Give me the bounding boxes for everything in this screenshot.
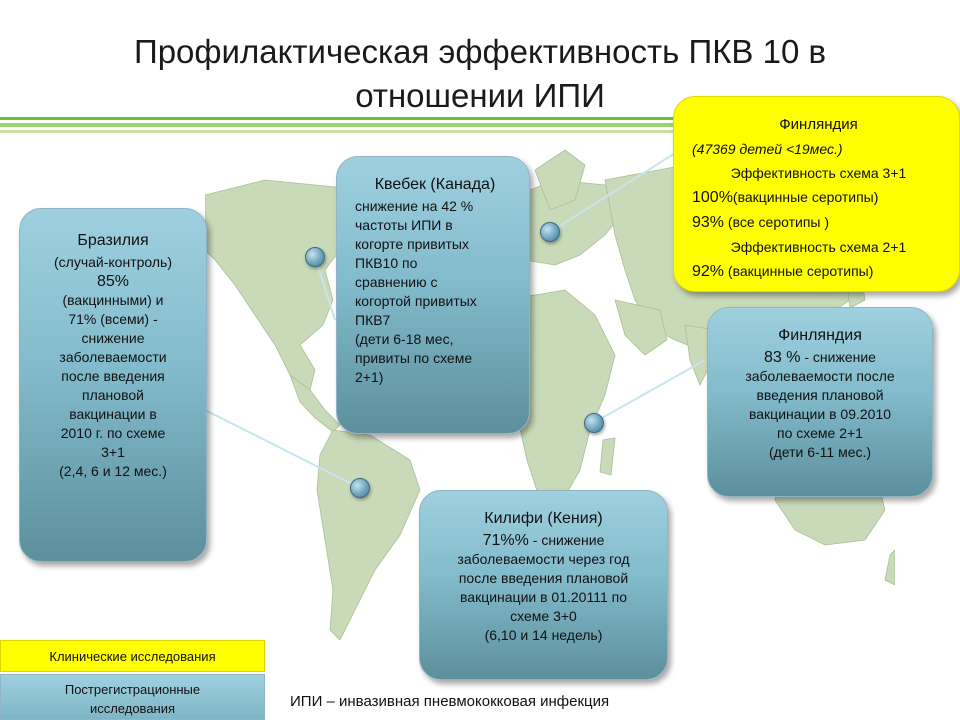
callout-brazil-line: 2010 г. по схеме [60,425,166,441]
callout-kenya-line: схеме 3+0 [510,608,577,624]
callout-kenya-line: заболеваемости через год [457,551,630,567]
callout-kenya [419,490,668,680]
map-marker-brazil [350,478,370,498]
callout-brazil-line: 71% (всеми) - [68,311,158,327]
callout-kenya-result [430,531,657,550]
callout-finland-clinical [673,96,960,292]
callout-finland-scheme-2plus1: Эффективность схема 2+1 [730,239,907,255]
legend-clinical-studies: Клинические исследования [0,640,265,672]
slide-title-line-2: отношении ИПИ [355,77,605,114]
footnote: ИПИ – инвазивная пневмококковая инфекция [290,693,610,710]
callout-kenya-line: (6,10 и 14 недель) [484,627,603,643]
result-text: (все серотипы ) [724,214,830,230]
callout-quebec-line: (дети 6-18 мес, [355,331,454,347]
callout-finland-post-line: заболеваемости после [745,368,895,384]
callout-brazil-line: 85% [96,273,130,290]
callout-quebec-line: снижение на 42 % [355,198,474,214]
callout-quebec-line: когорте привитых [355,236,469,252]
callout-brazil-line: снижение [81,330,145,346]
callout-finland-cohort: (47369 детей <19мес.) [692,141,843,157]
callout-finland-post-title: Финляндия [778,327,862,344]
result-text: - снижение [528,532,605,548]
callout-quebec [336,156,530,434]
callout-finland-result-1 [692,185,945,210]
result-text: (вакцинные серотипы) [732,189,879,205]
result-text: (вакцинные серотипы) [724,263,874,279]
map-marker-finland [540,222,560,242]
result-text: - снижение [800,349,876,365]
callout-finland-post-line: введения плановой [756,387,884,403]
callout-quebec-line: привиты по схеме [355,350,473,366]
callout-brazil [19,208,207,562]
callout-finland-clinical-title: Финляндия [779,116,858,133]
callout-finland-post-line: (дети 6-11 мес.) [768,444,872,460]
legend-post-line-1: Пострегистрационные [64,682,201,697]
callout-finland-scheme-3plus1: Эффективность схема 3+1 [730,165,907,181]
slide-title-line-1: Профилактическая эффективность ПКВ 10 в [133,33,827,70]
callout-kenya-line: вакцинации в 01.20111 по [460,589,627,605]
callout-kenya-line: после введения плановой [458,570,629,586]
callout-finland-result-3 [692,259,945,284]
callout-brazil-line: после введения [61,368,165,384]
callout-brazil-line: заболеваемости [59,349,167,365]
callout-finland-post-line: вакцинации в 09.2010 [748,406,892,422]
result-percent: 92% [692,263,725,280]
callout-brazil-line: 3+1 [101,444,125,460]
callout-quebec-line: ПКВ7 [355,312,391,328]
map-marker-quebec [305,247,325,267]
callout-kenya-title: Килифи (Кения) [484,510,603,527]
result-percent: 83 % [764,349,801,366]
map-marker-kenya [584,413,604,433]
legend-post-registration-studies [0,674,265,720]
callout-finland-post [707,307,933,497]
callout-quebec-line: когортой привитых [355,293,477,309]
result-percent: 71%% [482,532,529,549]
callout-finland-post-line: по схеме 2+1 [777,425,863,441]
result-percent: 93% [692,214,725,231]
callout-finland-post-result [718,348,922,367]
callout-finland-result-2 [692,210,945,235]
callout-quebec-line: сравнению с [355,274,438,290]
callout-brazil-title: Бразилия [77,232,149,249]
callout-brazil-line: вакцинации в [69,406,157,422]
callout-quebec-line: частоты ИПИ в [355,217,453,233]
callout-brazil-line: плановой [82,387,144,403]
callout-brazil-line: (2,4, 6 и 12 мес.) [59,463,167,479]
legend-post-line-2: исследования [89,701,176,716]
callout-brazil-line: (вакцинными) и [62,292,164,308]
callout-quebec-title: Квебек (Канада) [374,176,496,193]
result-percent: 100% [692,189,733,206]
callout-quebec-line: 2+1) [355,369,384,385]
callout-brazil-line: (случай-контроль) [54,254,172,270]
callout-quebec-line: ПКВ10 по [355,255,418,271]
